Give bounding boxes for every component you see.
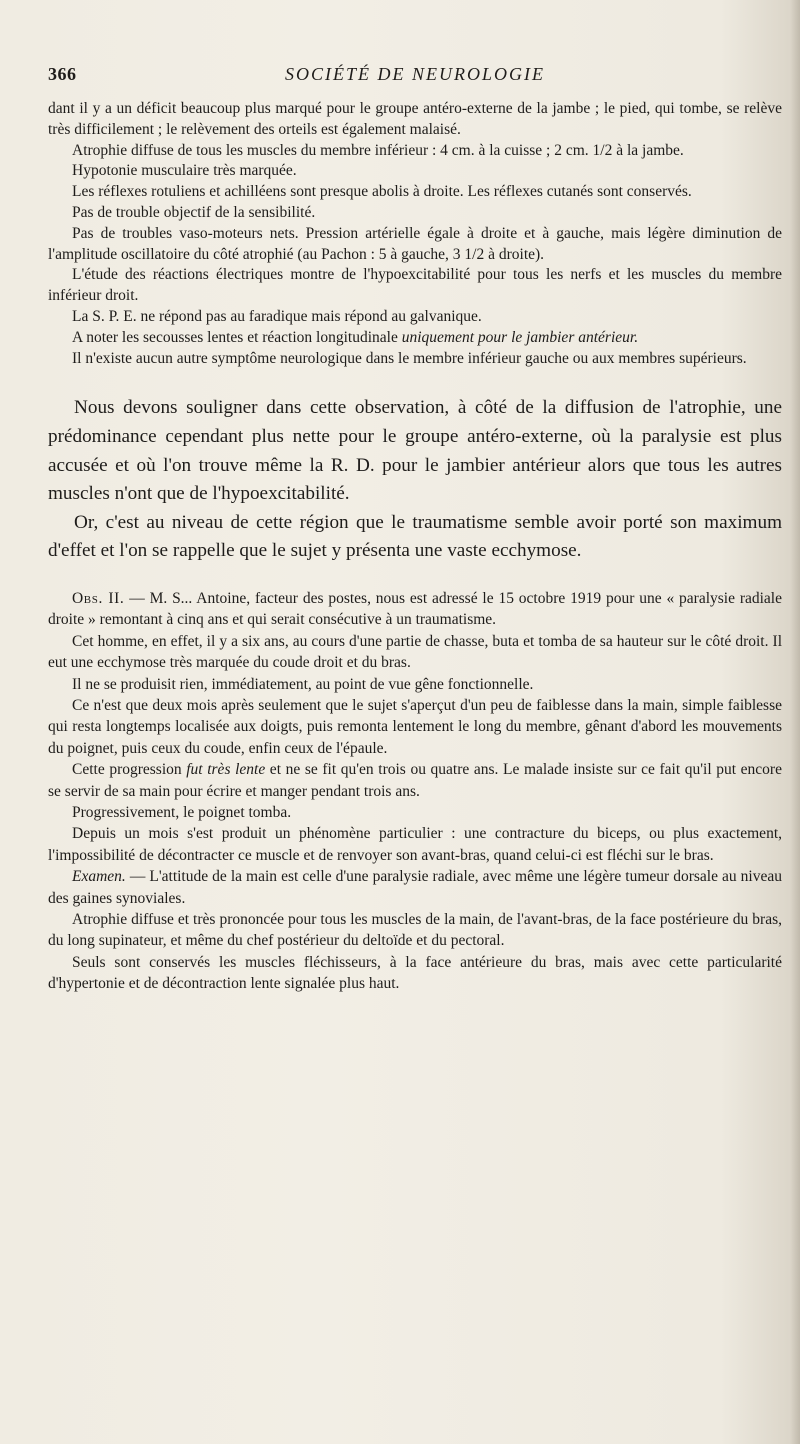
text-span: A noter les secousses lentes et réaction longitudinale [72, 328, 402, 346]
text-span: et ne se fit qu'en trois ou quatre ans. Le malade insiste sur ce fait qu'il put encore se servir de sa main pour écrire et manger pendant trois ans. [48, 761, 782, 800]
paragraph: dant il y a un déficit beaucoup plus marqué pour le groupe antéro-externe de la jambe ; le pied, qui tombe, se relève très difficilement ; le relèvement des orteils est également malaisé. [48, 100, 782, 138]
paragraph [48, 759, 782, 802]
paragraph: Depuis un mois s'est produit un phénomène particulier : une contracture du biceps, ou plus exactement, l'impossibilité de décontracter ce muscle et de renvoyer son avant-bras, quand celui-ci est fléchi sur le bras. [48, 825, 782, 864]
italic-text: uniquement pour le jambier antérieur. [401, 328, 639, 346]
italic-text: fut très lente [186, 761, 266, 779]
paragraph [48, 328, 782, 349]
page-header [48, 64, 782, 88]
paragraph: Nous devons souligner dans cette observation, à côté de la diffusion de l'atrophie, une prédominance cependant plus nette pour le groupe antéro-externe, où la paralysie est plus accusée et où l'on trouve même la R. D. pour le jambier antérieur alors que tous les autres muscles n'ont que de l'hypoexcitabilité. [48, 397, 782, 505]
paragraph: Pas de troubles vaso-moteurs nets. Pression artérielle égale à droite et à gauche, mais légère diminution de l'amplitude oscillatoire du côté atrophié (au Pachon : 5 à gauche, 3 1/2 à droite). [48, 224, 782, 263]
paragraph: Pas de trouble objectif de la sensibilité. [72, 203, 316, 221]
page-edge-shadow [790, 0, 800, 1444]
paragraph: Ce n'est que deux mois après seulement que le sujet s'aperçut d'un peu de faiblesse dans la main, simple faiblesse qui resta longtemps localisée aux doigts, puis remonta lentement le long du membre, gênant d'abord les mouvements du poignet, puis ceux du coude, enfin ceux de l'épaule. [48, 696, 782, 757]
commentary [48, 394, 782, 566]
paragraph: Atrophie diffuse de tous les muscles du membre inférieur : 4 cm. à la cuisse ; 2 cm. 1/2 à la jambe. [72, 141, 684, 159]
text-span: — L'attitude de la main est celle d'une paralysie radiale, avec même une légère tumeur dorsale au niveau des gaines synoviales. [48, 868, 782, 907]
paragraph [48, 866, 782, 909]
paragraph: Il ne se produisit rien, immédiatement, au point de vue gêne fonctionnelle. [72, 675, 534, 693]
page-number: 366 [48, 64, 77, 84]
paragraph: Hypotonie musculaire très marquée. [72, 162, 297, 180]
paragraph: Il n'existe aucun autre symptôme neurologique dans le membre inférieur gauche ou aux membres supérieurs. [72, 349, 747, 367]
paragraph: Les réflexes rotuliens et achilléens sont presque abolis à droite. Les réflexes cutanés sont conservés. [72, 183, 692, 201]
paragraph: Seuls sont conservés les muscles fléchisseurs, à la face antérieure du bras, mais avec cette particularité d'hypertonie et de décontraction lente signalée plus haut. [48, 953, 782, 993]
text-span: — M. S... Antoine, facteur des postes, nous est adressé le 15 octobre 1919 pour une « paralysie radiale droite » remontant à cinq ans et qui serait consécutive à un traumatisme. [48, 589, 782, 629]
paragraph: L'étude des réactions électriques montre de l'hypoexcitabilité pour tous les nerfs et les muscles du membre inférieur droit. [48, 266, 782, 305]
text-span: Cette progression [72, 761, 187, 779]
page-body [48, 99, 782, 995]
case-description [48, 99, 782, 369]
paragraph: Or, c'est au niveau de cette région que le traumatisme semble avoir porté son maximum d'effet et l'on se rappelle que le sujet y présenta une vaste ecchymose. [48, 511, 782, 562]
paragraph: La S. P. E. ne répond pas au faradique mais répond au galvanique. [72, 307, 482, 325]
paragraph: Cet homme, en effet, il y a six ans, au cours d'une partie de chasse, buta et tomba de sa hauteur sur le côté droit. Il eut une ecchymose très marquée du coude droit et du bras. [48, 632, 782, 672]
observation-2 [48, 588, 782, 995]
italic-text: Examen. [72, 868, 126, 886]
paragraph [48, 588, 782, 631]
paragraph: Progressivement, le poignet tomba. [72, 803, 292, 821]
observation-label: Obs. II. [72, 589, 125, 607]
paragraph: Atrophie diffuse et très prononcée pour tous les muscles de la main, de l'avant-bras, de la face postérieure du bras, du long supinateur, et même du chef postérieur du deltoïde et du pectoral. [48, 911, 782, 950]
running-title: SOCIÉTÉ DE NEUROLOGIE [285, 64, 545, 84]
